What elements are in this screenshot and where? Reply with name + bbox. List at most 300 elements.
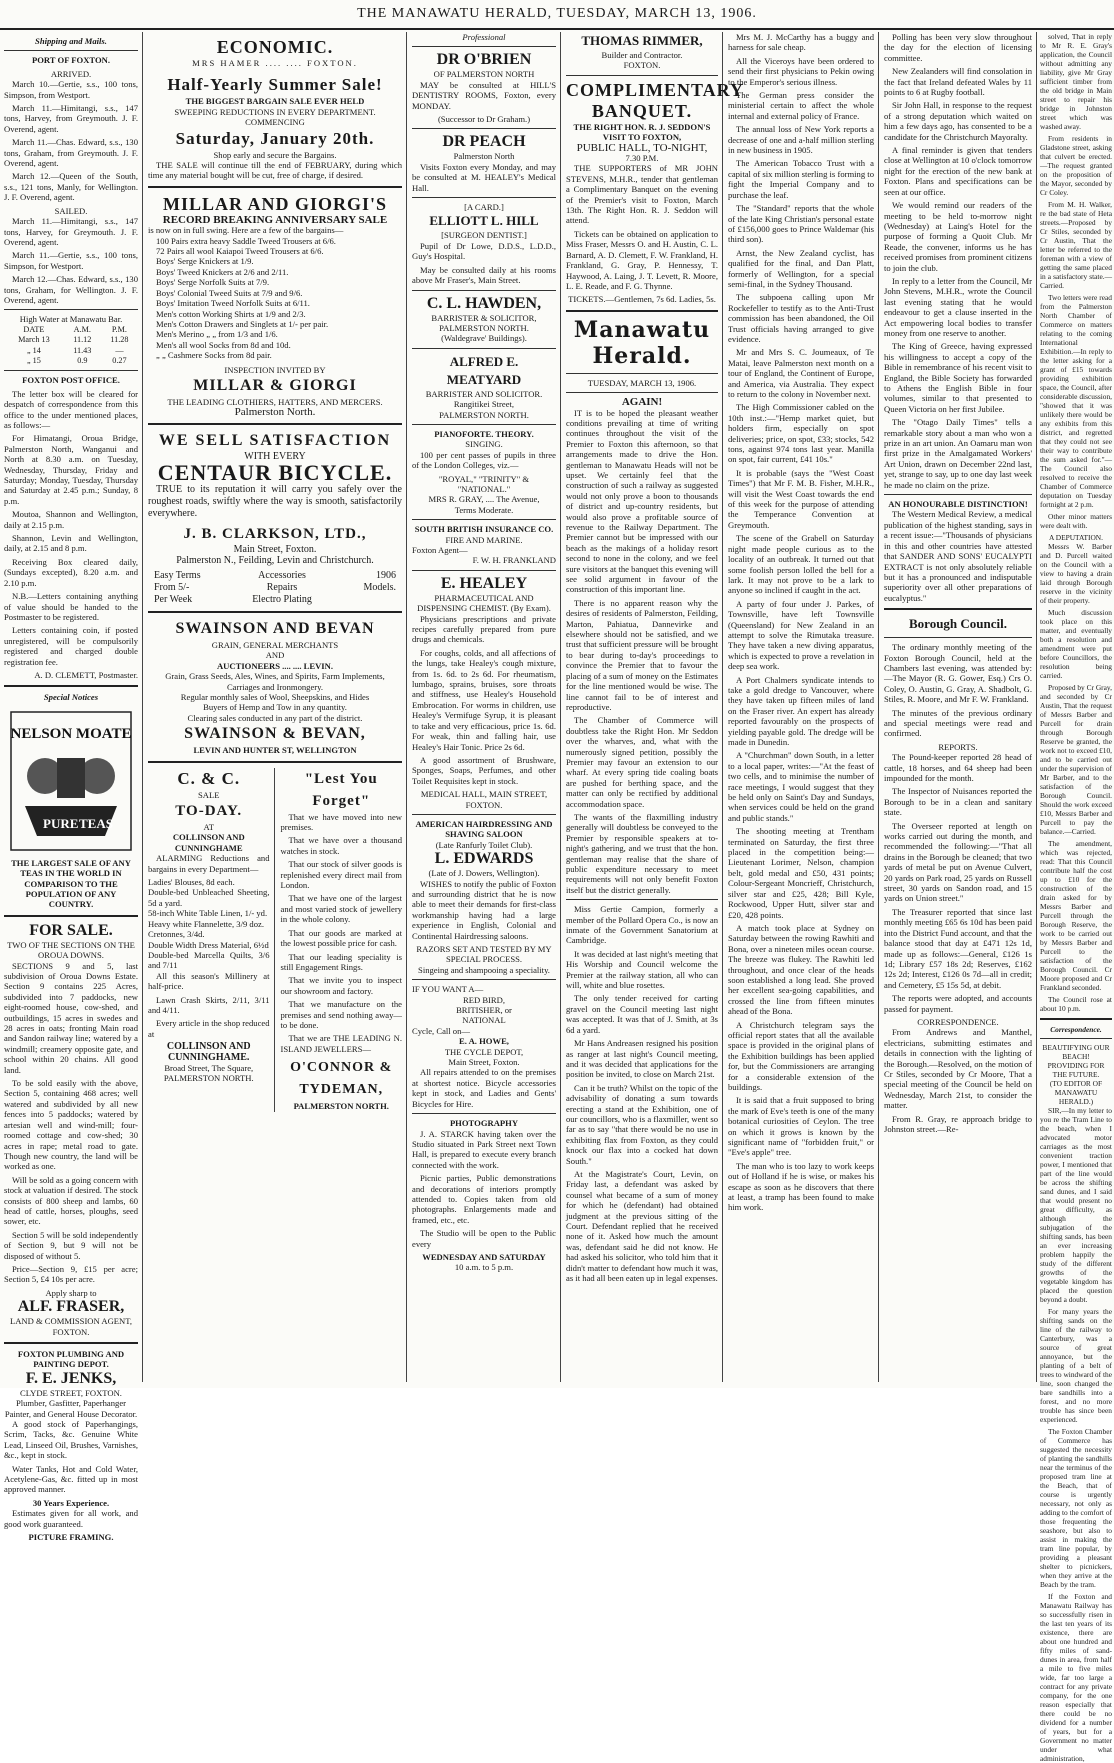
cc-item: PALMERSTON NORTH. <box>163 1073 254 1084</box>
sw-text: Clearing sales conducted in any part of the district. <box>187 712 363 723</box>
council-paragraph: The Inspector of Nuisances reported the Borough to be in a clean and sanitary state. <box>884 786 1032 818</box>
news-paragraph: The American Tobacco Trust with a capital of six million sterling is forming to fight the Imperial Company and to purchase the leaf. <box>728 158 874 200</box>
correspondence-label: CORRESPONDENCE. <box>917 1016 999 1027</box>
news-paragraph: A Port Chalmers syndicate intends to take a gold dredge to Vancouver, where they have taken up fifteen miles of land on the Fraser river. An expert has already reported favourably on the prospects of yielding payable gold. The dredge will be made in Dunedin. <box>728 674 874 747</box>
news-paragraph: Polling has been very slow throughout the day for the election of licensing committee. <box>884 32 1032 63</box>
sw-text: Buyers of Hemp and Tow in any quantity. <box>203 702 347 713</box>
news-paragraph: The annual loss of New York reports a decrease of one and a-half million sterling in new business in 1905. <box>728 124 874 156</box>
american-heading: AMERICAN HAIRDRESSING AND SHAVING SALOON <box>415 818 553 840</box>
cc-item: ALARMING Reductions and bargains in every Department— <box>148 853 270 874</box>
edwards-text: (Late of J. Dowers, Wellington). <box>428 868 540 879</box>
photo-heading: PHOTOGRAPHY <box>449 1118 519 1129</box>
lest-item: That our stock of silver goods is replenished every direct mail from London. <box>280 859 402 891</box>
arrived-label: ARRIVED. <box>50 68 92 79</box>
column-rule <box>142 32 143 1382</box>
leader-paragraph: The Chamber of Commerce will doubtless take the Right Hon. Mr Seddon over the wharves, and, what with the numerously signed petition, possibly the Premier may favour an extension to our wharf. At every spring tide coaling boats are pushed for berthing space, and the matter can only be rectified by additional accommodation space. <box>566 715 718 809</box>
beach-heading: BEAUTIFYING OUR BEACH! <box>1042 1043 1110 1061</box>
bargain-item: Boys' Imitation Tweed Norfolk Suits at 6/11. <box>156 298 310 309</box>
bottom-ads <box>148 768 402 1112</box>
obrien-text: (Successor to Dr Graham.) <box>437 114 531 125</box>
letter-paragraph: SIR,—In my letter to you re the Tram Line to the beach, when I advocated motor carriages as the most convenient traction power, I mentioned that part of the line would be across the shifting sand dunes, and I said that would present no great difficulty, as although the subjugation of the shifting sands, has been an ever increasing problem happily the study of the different growths of the vegetable kingdom has placed the question beyond a doubt. <box>1040 1106 1112 1304</box>
rimmer-text: Builder and Contractor. <box>601 50 683 60</box>
arrival-entry: March 10.—Gertie, s.s., 100 tons, Simpson, from Westport. <box>4 79 138 100</box>
for-sale-heading: FOR SALE. <box>29 921 113 939</box>
column-rule <box>722 32 723 1382</box>
tide-cell: „ 15 <box>26 355 41 365</box>
providing-heading: PROVIDING FOR THE FUTURE. <box>1047 1061 1105 1079</box>
sw-and: AND <box>265 650 285 661</box>
column-1 <box>4 32 138 1543</box>
hawden-text: (Waldegrave' Buildings). <box>441 333 527 344</box>
news-paragraph: It was decided at last night's meeting that His Worship and Council welcome the Premier at the railway station, all who can will, white and blue rosettes. <box>566 948 718 991</box>
cc-item: 58-inch White Table Linen, 1/- yd. <box>148 908 268 919</box>
hawden-text: PALMERSTON NORTH. <box>439 322 529 333</box>
edwards-text: RAZORS SET AND TESTED BY MY SPECIAL PROCESS. <box>416 944 552 965</box>
letter-paragraph: For many years the shifting sands on the line of the railway to Canterbury, was a source of great annoyance, but the planting of a belt of trees to windward of the line, soon changed the bare sandhills into a forest, and no more trouble has since been experienced. <box>1040 1307 1112 1424</box>
cc-item: Double-bed Unbleached Sheeting, 5d a yard. <box>148 887 270 908</box>
council-paragraph: From R. Gray, re approach bridge to Johnston street.—Re- <box>884 1113 1032 1134</box>
bargain-item: Boys' Colonial Tweed Suits at 7/9 and 9/6. <box>156 287 303 298</box>
want-text: BRITISHER, or <box>456 1005 512 1016</box>
banquet-text: THE SUPPORTERS of MR JOHN STEVENS, M.H.R., tender that gentleman a Complimentary Banquet on the evening of the Premier's visit to Foxton, March 13th. The Right Hon. R. J. Seddon will attend. <box>566 163 718 226</box>
piano-heading: PIANOFORTE. THEORY. <box>434 428 534 439</box>
tide-col-header: P.M. <box>111 324 127 334</box>
column-6 <box>884 32 1032 1384</box>
reports-label: REPORTS. <box>938 741 978 752</box>
picture-framing: PICTURE FRAMING. <box>28 1532 114 1543</box>
auctioneers: AUCTIONEERS .... .... LEVIN. <box>216 660 334 671</box>
council-heading: Borough Council. <box>908 616 1007 632</box>
photo-text: J. A. STARCK having taken over the Studio situated in Park Street next Town Hall, is prepared to execute every branch connected with the work. <box>412 1128 556 1170</box>
cc-item: Cretonnes, 3/4d. <box>148 929 205 940</box>
terms-text: 1906 <box>375 569 396 581</box>
time-line: 7.30 P.M. <box>625 153 659 164</box>
arrival-entry: March 12.—Queen of the South, s.s., 121 tons, Manly, for Wellington. J. F. Overend, agent. <box>4 171 138 203</box>
arrival-entry: March 11.—Himitangi, s.s., 147 tons, Harvey, from Greymouth. J. F. Overend, agent. <box>4 103 138 134</box>
jenks-text: Estimates given for all work, and good work guaranteed. <box>4 1508 138 1529</box>
howe-text: Main Street, Foxton. <box>448 1057 520 1068</box>
sbi-text: F. W. H. FRANKLAND <box>472 555 556 566</box>
economic-heading: ECONOMIC. <box>216 37 334 57</box>
peach-name: DR PEACH <box>442 133 526 151</box>
news-paragraph: A final reminder is given that tenders close at Wellington at 10 o'clock tomorrow night for the erection of the new bank at Foxton. Plans and specifications can be seen at our office. <box>884 145 1032 197</box>
leader-heading: AGAIN! <box>621 396 663 409</box>
want-text: NATIONAL <box>462 1015 506 1026</box>
inspection: INSPECTION INVITED BY <box>224 364 326 375</box>
news-paragraph: The scene of the Grabell on Saturday night made people curious as to the locality of an outbreak. It turned out that some foolish person lolled the bell for a lark. It may not prove to be a lark to anyone so inclined if caught in the act. <box>728 533 874 596</box>
lest-item: That our leading speciality is still Engagement Rings. <box>280 951 402 972</box>
news-paragraph: Mrs M. J. McCarthy has a buggy and harness for sale cheap. <box>728 32 874 53</box>
post-notice: For Himatangi, Oroua Bridge, Palmerston North, Wanganui and North at 8.30 a.m. on Tuesday, Wednesday, Thursday, Friday and Saturday; Monday, Tuesday, Thursday and Saturday at 2.45 p.m.; Sunday, 8 p.m. <box>4 433 138 506</box>
photo-text: The Studio will be open to the Public every <box>412 1228 556 1249</box>
oconnor-place: PALMERSTON NORTH. <box>293 1101 389 1112</box>
alf-fraser-name: ALF. FRASER, <box>17 1298 125 1316</box>
honour-heading: AN HONOURABLE DISTINCTION! <box>888 499 1028 510</box>
healey-text: PHARMACEUTICAL AND DISPENSING CHEMIST. (By Exam). <box>417 592 551 614</box>
deputation-label: A DEPUTATION. <box>1048 533 1103 542</box>
cc-item: Every article in the shop reduced at <box>148 1018 270 1039</box>
sbi-text: FIRE AND MARINE. <box>445 534 523 545</box>
logo-title: NELSON MOATE <box>10 725 132 742</box>
want-text: Cycle, Call on— <box>412 1025 470 1036</box>
post-notice: Letters containing coin, if posted unregistered, will be compulsorily registered and charged double registration fee. <box>4 625 138 667</box>
sbi-heading: SOUTH BRITISH INSURANCE CO. <box>414 524 554 535</box>
saturday-date: Saturday, January 20th. <box>175 128 375 148</box>
meatyard-text: PALMERSTON NORTH. <box>439 409 529 420</box>
bargain-item: Boys' Tweed Knickers at 2/6 and 2/11. <box>156 266 289 277</box>
council-paragraph: The reports were adopted, and accounts passed for payment. <box>884 993 1032 1014</box>
swainson-heading: SWAINSON AND BEVAN <box>175 619 375 637</box>
post-notice: N.B.—Letters containing anything of value should be handed to the Postmaster to be registered. <box>4 591 138 622</box>
bargain-item: 72 Pairs all wool Kaiapoi Tweed Trousers at 6/6. <box>156 246 324 257</box>
column-4 <box>566 32 745 1384</box>
for-sale-text: To be sold easily with the above, Section 5, containing 468 acres; well watered and subdivided by all new fences into 5 paddocks; watered by artesian well and wind-mill; four-roomed cottage and cow-shed; 30 acres in rape; metal road to gate. Though new country, the land will be worked as one. <box>4 1078 138 1172</box>
banquet-text: Tickets can be obtained on application to Miss Fraser, Messrs O. and H. Austin, C. L. Barnard, A. D. Clemett, F. W. Frankland, H. Frankland, G. Gray, P. Hennessy, T. Haywood, A. Laing, J. T. Levett, R. Moore, L. E. Reade, and F. G. Thynne. <box>566 228 718 291</box>
column-rule <box>560 32 561 1382</box>
column-3 <box>412 32 556 1384</box>
council-paragraph: The amendment, which was rejected, read: That this Council contribute half the cost up to £10 for the construction of the drain asked for by Messrs Barber and Purcell through the Borough Reserve, the work to be carried out by Messrs Barber and Purcell to the satisfaction of the Borough Council. Cr Moore proposed and Cr Frankland seconded. <box>1040 839 1112 992</box>
obrien-text: OF PALMERSTON NORTH <box>433 69 535 80</box>
lest-item: That we have one of the largest and most varied stock of jewellery in the whole colony. <box>280 893 402 925</box>
council-paragraph: Proposed by Cr Gray, and seconded by Cr Austin, That the request of Messrs Barber and Purcell for drain through Borough Reserve be granted, the work not to exceed £10, and to be carried out under the supervision of Mr Barber, and to the satisfaction of the Borough Council. Should the work exceed £10, Messrs Barber and Purcell to pay the balance.—Carried. <box>1040 683 1112 836</box>
cc-item: COLLINSON AND CUNNINGHAME. <box>166 1041 251 1063</box>
photo-text: Picnic parties, Public demonstrations and decorations of interiors promptly attended to. Copies taken from old photographs. Enlargements made and framed, etc., etc. <box>412 1173 556 1225</box>
logo-teas: TEAS <box>79 815 113 831</box>
tide-cell: 11.43 <box>73 345 92 355</box>
council-paragraph: The Pound-keeper reported 28 head of cattle, 18 horses, and 64 sheep had been impounded for the month. <box>884 752 1032 783</box>
apply-label: Apply sharp to <box>45 1287 97 1298</box>
bargain-item: „ „ Cashmere Socks from 8d pair. <box>156 350 272 361</box>
herald-title: Manawatu Herald. <box>573 316 711 369</box>
want-text: RED BIRD, <box>462 994 506 1005</box>
sw-text: Grain, Grass Seeds, Ales, Wines, and Spirits, Farm Implements, Carriages and Ironmongery. <box>165 671 385 692</box>
tide-cell: 11.28 <box>110 335 129 345</box>
sbi-text: Foxton Agent— <box>412 545 468 555</box>
council-paragraph: The Council rose at about 10 p.m. <box>1040 995 1112 1013</box>
cc-item: Ladies' Blouses, 8d each. <box>148 877 235 888</box>
for-sale-text: Price—Section 9, £15 per acre; Section 5, £4 10s per acre. <box>4 1263 138 1285</box>
tide-col-header: DATE <box>23 324 45 334</box>
news-paragraph: The shooting meeting at Trentham terminated on Saturday, the first three placed in the competition being:—Lieutenant Lorimer, Nelson, champion belt, gold medal and £50, 431 points; Colour-Sergeant Moncrieff, Christchurch, silver star and £25, 428; Bill Kyle, Rockwood, Upper Hutt, silver star and £20, 428 points. <box>728 826 874 920</box>
card-label: [A CARD.] <box>464 202 504 213</box>
professional-heading: Professional <box>462 32 506 42</box>
sailed-label: SAILED. <box>54 205 88 216</box>
tide-cell: „ 14 <box>26 345 41 355</box>
sw-sub: GRAIN, GENERAL MERCHANTS <box>211 639 339 650</box>
clarkson-terms <box>154 570 396 606</box>
piano-text: 100 per cent passes of pupils in three of the London Colleges, viz.— <box>412 449 556 471</box>
bargain-item: Boys' Serge Knickers at 1/9. <box>156 256 254 267</box>
mg-sub: THE LEADING CLOTHIERS, HATTERS, AND MERCERS. <box>167 396 383 407</box>
full-swing: is now on in full swing. Here are a few of the bargains— <box>148 225 344 236</box>
for-sale-text: SECTIONS 9 and 5, last subdivision of Oroua Downs Estate. Section 9 contains 225 Acres, subdivided into 7 paddocks, new eight-roomed house, cow-shed, and outbuildings, 15 acres in swedes and 28 acres in oats; fronting Main road and Sandon railway line; watered by a windmill; creamery opposite gate, and school within 20 chains. All good land. <box>4 960 138 1075</box>
tide-cell: 0.27 <box>112 355 127 365</box>
column-rule <box>406 32 407 1382</box>
peach-text: Visits Foxton every Monday, and may be consulted at M. HEALEY's Medical Hall. <box>412 161 556 193</box>
piano-text: "ROYAL," "TRINITY" & "NATIONAL." <box>438 473 530 494</box>
bargain-item: Men's cotton Working Shirts at 1/9 and 2/3. <box>156 308 306 319</box>
american-text: (Late Ranfurly Toilet Club). <box>435 839 533 850</box>
news-paragraph: The King of Greece, having expressed his willingness to accept a copy of the Bible in remembrance of his recent visit to England, the Bible Society has forwarded to Athens the English Bible in four volumes, similar to that presented to Queen Victoria on her first Jubilee. <box>884 341 1032 414</box>
correspondence-heading: Correspondence. <box>1050 1025 1102 1034</box>
cc-item: Double Width Dress Material, 6½d <box>148 939 269 950</box>
howe-name: E. A. HOWE, <box>459 1036 509 1047</box>
news-paragraph: The subpoena calling upon Mr Rockefeller to testify as to the Anti-Trust commission has been abandoned, the Oil Trust officials having arranged to give evidence. <box>728 292 874 344</box>
hawden-text: BARRISTER & SOLICITOR, <box>431 312 537 323</box>
satisfaction: WE SELL SATISFACTION <box>158 431 392 449</box>
council-paragraph: From residents in Gladstone street, asking that culvert be erected.—The request granted on the proposition of the Mayor, seconded by Cr Coley. <box>1040 134 1112 197</box>
banquet-price: TICKETS.—Gentlemen, 7s 6d. Ladies, 5s. <box>568 294 716 305</box>
jenks-trade: Plumber, Gasfitter, Paperhanger Painter, and General House Decorator. <box>4 1398 138 1419</box>
herald-date: TUESDAY, MARCH 13, 1906. <box>587 377 697 388</box>
tea-slogan: THE LARGEST SALE OF ANY TEAS IN THE WORLD IN COMPARISON TO THE POPULATION OF ANY COUNTRY. <box>11 857 131 910</box>
hall-line: PUBLIC HALL, TO-NIGHT, <box>576 141 708 154</box>
column-rule <box>878 32 879 1382</box>
mg-name: MILLAR & GIORGI <box>193 376 357 394</box>
with-every: WITH EVERY <box>244 450 306 462</box>
news-paragraph: A Christchurch telegram says the official report states that all the available space is provided in the original plans of the Exhibition buildings has been applied for, but the Commissioners are arranging for a considerable extension of the buildings. <box>728 1019 874 1092</box>
news-paragraph: We would remind our readers of the meeting to be held to-morrow night (Wednesday) at Laing's Hotel for the purpose of forming a Quoit Club. Mr Reade, the convener, informs us he has received promises from prominent citizens to join the club. <box>884 200 1032 273</box>
cc-item: Double-bed Marcella Quilts, 3/6 and 7/11 <box>148 949 270 971</box>
column-2 <box>148 32 402 1384</box>
lest-item: That we have moved into new premises. <box>280 811 402 833</box>
sale-note: THE SALE will continue till the end of FEBRUARY, during which time any material bought will be cut, free of charge, if desired. <box>148 160 402 181</box>
postmaster-signature: A. D. CLEMETT, Postmaster. <box>34 669 138 680</box>
sailing-entry: March 12.—Chas. Edward, s.s., 130 tons, Graham, for Wellington. J. F. Overend, agent. <box>4 274 138 305</box>
news-paragraph: A "Churchman" down South, in a letter to a local paper, writes:—"At the feast of two cells, and to minimise the number of race meetings, I would suggest that they be held only on Saint's Day and Sundays, when services could be held on the grand and public stands." <box>728 750 874 823</box>
tide-cell: March 13 <box>18 335 50 345</box>
obrien-text: MAY be consulted at HILL'S DENTISTRY ROOMS, Foxton, every MONDAY. <box>412 79 556 111</box>
commencing: COMMENCING <box>245 117 305 128</box>
terms-text: Models. <box>363 581 396 593</box>
cc-today: TO-DAY. <box>175 803 243 820</box>
news-paragraph: The High Commissioner cabled on the 10th inst.:—"Hemp market quiet, but holders firm, especially on spot deliveries; price, on spot, £33; stocks, 542 tons, against 974 tons last year. Manilla on spot, fair current, £41 10s." <box>728 402 874 465</box>
edwards-text: Singeing and shampooing a speciality. <box>418 964 550 975</box>
council-paragraph: The Overseer reported at length on works carried out during the month, and recommended the following:—"That all drains in the Borough be cleaned; that two yards of metal be put on Avenue Culvert, 20 yards on Park road, 25 yards on Russell street, 30 yards on Sandon road, and 15 yards on Union street." <box>884 820 1032 904</box>
hill-text: [SURGEON DENTIST.] <box>441 230 527 241</box>
news-paragraph: The German press consider the ministerial certain to affect the whole internal and external policy of France. <box>728 90 874 121</box>
news-paragraph: Arnst, the New Zealand cyclist, has qualified for the final, and Dan Platt, formerly of Wellington, for a special semi-final, in the Sydney Thousand. <box>728 247 874 289</box>
council-paragraph: The ordinary monthly meeting of the Foxton Borough Council, held at the Chambers last evening, was attended by:—The Mayor (R. G. Gower, Esq.) Crs O. Coley, O. Austin, G. Gray, A. Shadbolt, G. Stiles, R. Moore, and Mr F. W. Frankland. <box>884 642 1032 705</box>
news-paragraph: New Zealanders will find consolation in the fact that Ireland defeated Wales by 11 points to 6 at Rugby football. <box>884 66 1032 98</box>
lest-item: That we invite you to inspect our showroom and factory. <box>280 975 402 996</box>
healey-text: A good assortment of Brushware, Sponges, Soaps, Perfumes, and other Toilet Requisites kept in stock. <box>412 754 556 786</box>
lest-item: That we manufacture on the premises and send nothing away—to be done. <box>280 999 402 1030</box>
obrien-name: DR O'BRIEN <box>436 51 532 69</box>
howe-text: All repairs attended to on the premises at shortest notice. Bicycle accessories kept in stock, and Ladies and Gents' Bicycles for Hire. <box>412 1067 556 1109</box>
alf-fraser-title: LAND & COMMISSION AGENT, FOXTON. <box>9 1316 133 1337</box>
post-notice: Shannon, Levin and Wellington, daily, at 2.15 and 8 p.m. <box>4 533 138 554</box>
piano-text: Terms Moderate. <box>454 504 514 515</box>
lest-heading: "Lest You Forget" <box>304 770 378 809</box>
plumbing-heading: FOXTON PLUMBING AND PAINTING DEPOT. <box>17 1349 125 1370</box>
cc-sale: SALE <box>198 789 220 800</box>
post-notice: The letter box will be cleared for despatch of correspondence from this office to the under mentioned places, as follows:— <box>4 388 138 430</box>
seddon-line: THE RIGHT HON. R. J. SEDDON'S VISIT TO FOXTON, <box>573 121 711 143</box>
sailing-entry: March 11.—Himitangi, s.s., 147 tons, Harvey, for Greymouth. J. F. Overend, agent. <box>4 216 138 247</box>
masthead-title: THE MANAWATU HERALD, TUESDAY, MARCH 13, 1906. <box>357 6 757 21</box>
bargain-item: 100 Pairs extra heavy Saddle Tweed Trousers at 6/6. <box>156 235 336 246</box>
singing: SINGING. <box>465 439 503 450</box>
clarkson-street: Main Street, Foxton. <box>233 544 317 556</box>
special-notices-heading: Special Notices <box>43 692 99 703</box>
tide-cell: 11.12 <box>73 335 92 345</box>
hill-text: Pupil of Dr Lowe, D.D.S., L.D.D., Guy's Hospital. <box>412 240 556 262</box>
bargain-item: Men's Cotton Drawers and Singlets at 1/- per pair. <box>156 318 329 329</box>
post-notice: Moutoa, Shannon and Wellington, daily at 2.15 p.m. <box>4 509 138 530</box>
hill-name: ELLIOTT L. HILL <box>429 213 539 229</box>
terms-text: From 5/- <box>154 581 190 593</box>
tide-cell: — <box>115 345 124 355</box>
tide-cell: 0.9 <box>77 355 88 365</box>
howe-text: THE CYCLE DEPOT, <box>444 1046 524 1057</box>
half-yearly-sale: Half-Yearly Summer Sale! <box>167 75 383 95</box>
terms-text: Electro Plating <box>252 593 312 605</box>
letter-paragraph: If the Foxton and Manawatu Railway has so successfully risen in the last ten years of its existence, there are about one hundred and fifty miles of sand-dunes in area, from half a mile to five miles wide, far too large a contract for any private company, for the one reason especially that there could be no dividend for a number of years, but for a Government no matter under what administration, <box>1040 1592 1112 1763</box>
news-paragraph: Mr and Mrs S. C. Joumeaux, of Te Matai, leave Palmerston next month on a tour of England, the Continent of Europe, and America, via Australia. They expect to return to the colony in November next. <box>728 347 874 399</box>
hill-text: May be consulted daily at his rooms above Mr Fraser's, Main Street. <box>412 264 556 286</box>
honour-text: The Western Medical Review, a medical publication of the highest standing, says in a recent issue:—"Thousands of physicians in this and other countries have attested that SANDER AND SONS' EUCALYPTI EXTRACT is not only absolutely reliable but it has a pronounced and indisputable superiority over all other preparations of eucalyptus." <box>884 509 1032 603</box>
column-7 <box>1040 32 1112 1763</box>
lest-ad <box>281 768 403 1112</box>
cc-ad <box>148 768 275 1112</box>
jenks-name: F. E. JENKS, <box>25 1369 117 1387</box>
centaur: CENTAUR BICYCLE. <box>157 460 393 486</box>
council-paragraph: The minutes of the previous ordinary and special meetings were read and confirmed. <box>884 707 1032 739</box>
cc-item: Broad Street, The Square, <box>164 1062 254 1073</box>
rimmer-name: THOMAS RIMMER, <box>581 33 703 48</box>
bargain-item: Men's all wool Socks from 8d and 10d. <box>156 339 291 350</box>
cc-item: Lawn Crash Skirts, 2/11, 3/11 and 4/11. <box>148 994 270 1015</box>
healey-name: E. HEALEY <box>440 574 528 592</box>
news-paragraph: It is probable (says the "West Coast Times") that Mr F. M. B. Fisher, M.H.R., will visit the West Coast towards the end of this week for the purpose of attending the Temperance Convention at Greymouth. <box>728 467 874 530</box>
for-sale-text: Section 5 will be sold independently of Section 9, but 9 will not be disposed of without 5. <box>4 1229 138 1261</box>
lest-item: That we are THE LEADING N. ISLAND JEWELLERS— <box>280 1033 402 1054</box>
lest-item: That our goods are marked at the lowest possible price for cash. <box>280 927 402 949</box>
news-paragraph: Mr Hans Andreasen resigned his position as ranger at last night's Council meeting, and it was decided that applications for the position be invited, to close on March 21st. <box>566 1038 718 1080</box>
council-paragraph: Two letters were read from the Palmerston North Chamber of Commerce on matters relating to the coming International Exhibition.—In reply to the letter asking for a grant of £15 towards providing exhibition space, the Council, after considerable discussion, "showed that it was unlikely there would be any exhibits from this district, and regretted that they could not see their way to contribute the sum asked for."—The Council also resolved to receive the Chamber of Commerce deputation on Tuesday fortnight at 2 p.m. <box>1040 293 1112 509</box>
jenks-text: A good stock of Paperhangings, Scrim, Tacks, &c. Genuine White Lead, Linseed Oil, Brushes, Varnishes, &c., kept in stock. <box>4 1419 138 1461</box>
leader-paragraph: There is no apparent reason why the desires of residents of Palmerston, Feilding, Marton, Pahiatua, Dannevirke and elsewhere should not be satisfied, and we trust that sufficient pressure will be brought to bear during to-day's proceedings to convince the Premier that to favour the placing of a sum of money on the Estimates for the line mentioned would be wise. The line cannot fail to be of interest and reproductive. <box>566 597 718 712</box>
clarkson: J. B. CLARKSON, LTD., <box>183 526 367 543</box>
banquet-heading: COMPLIMENTARY BANQUET. <box>566 79 745 121</box>
rimmer-text: FOXTON. <box>623 60 661 71</box>
council-paragraph: Much discussion took place on this matter, and eventually both a resolution and amendment were put before Councillors, the resolution being carried. <box>1040 608 1112 680</box>
meatyard-text: Rangitikei Street, <box>453 399 515 410</box>
jenks-experience: 30 Years Experience. <box>32 1497 110 1508</box>
mg-place: Palmerston North. <box>234 406 316 419</box>
news-paragraph: It is said that a fruit supposed to bring the mark of Eve's teeth is one of the many botanical curiosities of Ceylon. The tree on which it grows is known by the significant name of "forbidden fruit," or "Eve's apple" tree. <box>728 1095 874 1158</box>
oconnor-name: O'CONNOR & TYDEMAN, <box>290 1060 393 1098</box>
hawden-name: C. L. HAWDEN, <box>426 294 542 312</box>
leader-paragraph: IT is to be hoped the pleasant weather conditions prevailing at time of writing continues throughout the visit of the Premier to Foxton this afternoon, so that arrangements made to drive the Hon. gentleman to Manawatu Heads will not be upset. We certainly feel that the construction of such a railway as suggested would not only prove a boon to thousands of district and up-country residents, but would also prove a profitable source of revenue to the Railway Department. The Premier cannot but be impressed with our beach as the makings of a holiday resort second to none in the colony, and we feel sure visitors at the banquet this evening will see solid argument in favour of the construction of this important line. <box>566 407 718 595</box>
council-paragraph: From Andrews and Manthel, electricians, submitting estimates and details in connection with the lighting of the Borough.—Resolved, on the motion of Cr Stiles, seconded by Cr Moore, That a special meeting of the Council be held on Wednesday, March 21st, to consider the matter. <box>884 1027 1032 1111</box>
shipping-heading: Shipping and Mails. <box>35 36 107 46</box>
millar-giorgi-heading: MILLAR AND GIORGI'S <box>162 193 388 214</box>
to-editor: (TO EDITOR OF MANAWATU HERALD.) <box>1049 1079 1103 1106</box>
clarkson-places: Palmerston N., Feilding, Levin and Christchurch. <box>176 554 374 566</box>
arrival-entry: March 11.—Chas. Edward, s.s., 130 tons, Graham, from Greymouth. J. F. Overend, agent. <box>4 137 138 169</box>
jenks-text: Water Tanks, Hot and Cold Water, Acetylene-Gas, &c. fitted up in most approved manner. <box>4 1463 138 1495</box>
cc-collinson: COLLINSON AND CUNNINGHAME <box>172 832 245 853</box>
terms-text: Easy Terms <box>154 569 201 581</box>
news-paragraph: Miss Gertie Campion, formerly a member of the Pollard Opera Co., is now an inmate of the Government Sanatorium at Cambridge. <box>566 904 718 946</box>
council-paragraph: From M. H. Walker, re the bad state of Heta streets.—Proposed by Cr Stiles, seconded by Cr Austin, That the letter be referred to the foreman with a view of getting the same placed in a satisfactory state.—Carried. <box>1040 200 1112 290</box>
healey-text: Physicians prescriptions and private recipes carefully prepared from pure drugs and chemicals. <box>412 613 556 645</box>
want-text: IF YOU WANT A— <box>412 984 484 995</box>
cc-item: All this season's Millinery at half-price. <box>148 970 270 992</box>
biggest-bargain: THE BIGGEST BARGAIN SALE EVER HELD <box>185 96 365 107</box>
hamer-line: MRS HAMER .... .... FOXTON. <box>192 58 358 68</box>
sailing-entry: March 11.—Gertie, s.s., 100 tons, Simpson, for Westport. <box>4 250 138 271</box>
bargain-item: Boys' Serge Norfolk Suits at 7/9. <box>156 277 270 288</box>
edwards-text: WISHES to notify the public of Foxton and surrounding district that he is now able to meet their demands for first-class workmanship having had a large experience in English, Colonial and Continental Hairdressing saloons. <box>412 878 556 941</box>
column-rule <box>1036 32 1037 1382</box>
terms-text: Accessories <box>258 569 306 581</box>
meatyard-text: BARRISTER AND SOLICITOR. <box>425 388 543 399</box>
news-paragraph: A match took place at Sydney on Saturday between the rowing Rawhiti and Bona, over a nineteen miles ocean course. The breeze was flukey. The Rawhiti led throughout, and once clear of the heads soon established a long lead. She proved her excellent sea-going capabilities, and crossed the line from fifteen minutes ahead of the Bona. <box>728 922 874 1017</box>
sweeping: SWEEPING REDUCTIONS IN EVERY DEPARTMENT. <box>174 106 376 117</box>
post-notice: Receiving Box cleared daily, (Sundays excepted), 8.20 a.m. and 2.10 p.m. <box>4 556 138 588</box>
cc-at: AT <box>203 822 214 833</box>
council-paragraph: Messrs W. Barber and D. Purcell waited on the Council with a view to having a drain laid through Borough reserve in the vicinity of their property. <box>1040 542 1112 605</box>
port-heading: PORT OF FOXTON. <box>31 55 111 66</box>
terms-text: Per Week <box>154 593 193 605</box>
record-sale: RECORD BREAKING ANNIVERSARY SALE <box>162 213 388 226</box>
news-paragraph: The "Otago Daily Times" tells a remarkable story about a man who won a prize in an art union. An Oamaru man won first prize in the Amalgamated Workers' Art Union, drawn on December 22nd last, yet, strange to say, up to one day last week he made no claim on the prize. <box>884 417 1032 490</box>
news-paragraph: The only tender received for carting gravel on the Council meeting last night was accepted. It was that of J. Smith, at 3s 6d a yard. <box>566 993 718 1035</box>
news-paragraph: The "Standard" reports that the whole of the late King Christian's personal estate of £156,000 goes to Prince Waldemar (his third son). <box>728 203 874 245</box>
news-paragraph: Can it be truth? Whilst on the topic of the advisability of donating a sum towards erecting a stand at the Exhibition, one of our councillors, who is a flaxmiller, went so far as to say "that there would be no use in exhibiting flax from Foxton, as they could knock our flax into a cocked hat down South." <box>566 1082 718 1166</box>
council-paragraph: solved, That in reply to Mr R. E. Gray's application, the Council without admitting any liability, give Mr Gray sufficient timber from the old bridge in Main street to repair his bridge in Johnston street which was washed away. <box>1040 32 1112 131</box>
cc-heading: C. & C. <box>177 768 241 788</box>
council-paragraph: The Treasurer reported that since last monthly meeting £65 6s 10d has been paid into the District Fund account, and that the balance stood that day at £471 12s 1d, made up as follows:—General, £126 1s 1d; Library £57 18s 2d; Reserves, £162 12s 2d; Interest, £126 0s 7d—all in credit; and Cemetery, £5 15s 5d, at debit. <box>884 906 1032 990</box>
sw-addr: LEVIN AND HUNTER ST, WELLINGTON <box>193 745 357 756</box>
tide-col-header: A.M. <box>73 324 91 334</box>
letter-paragraph: The Foxton Chamber of Commerce has suggested the necessity of planting the sandhills near the terminus of the proposed tram line at the Beach, that of course is urgently necessary, not only as adding to the comfort of those frequenting the seashore, but also to assist in making the tram line popular, by providing a pleasant shelter to picnickers, when they arrive at the Beach by the tram. <box>1040 1427 1112 1589</box>
sw-big: SWAINSON & BEVAN, <box>184 725 366 743</box>
news-paragraph: All the Viceroys have been ordered to send their first physicians to Pekin owing to the Emperor's serious illness. <box>728 55 874 87</box>
page-masthead <box>0 2 1114 30</box>
edwards-name: L. EDWARDS <box>434 850 534 868</box>
lest-item: That we have over a thousand watches in stock. <box>280 835 402 856</box>
news-paragraph: In reply to a letter from the Council, Mr John Stevens, M.H.R., wrote the Council last evening stating that he would endeavour to get a clause inserted in the Act empowering local bodies to transfer money from one reserve to another. <box>884 275 1032 338</box>
news-paragraph: A party of four under J. Parkes, of Townsville, have left Townsville (Queensland) for New Zealand in an attempt to solve the Rimutaka treasure. They have taken a new diving apparatus, which is expected to prove a revelation in deep sea work. <box>728 598 874 672</box>
news-paragraph: The man who is too lazy to work keeps out of Holland if he is wise, or makes his escape as soon as he discovers that there at least, a tramp has been found to make him work. <box>728 1160 874 1213</box>
peach-text: Palmerston North <box>453 151 515 162</box>
sw-text: Regular monthly sales of Wool, Sheepskins, and Hides <box>180 692 370 702</box>
column-5 <box>728 32 874 1384</box>
logo-pure: PURE <box>43 815 79 831</box>
bargain-item: Men's Merino „ „ from 1/3 and 1/6. <box>156 329 278 340</box>
photo-text: 10 a.m. to 5 p.m. <box>454 1262 514 1273</box>
for-sale-text: Will be sold as a going concern with stock at valuation if desired. The stock consists of 800 sheep and lambs, 60 head of cattle, horses, ploughs, seed sower, etc. <box>4 1174 138 1227</box>
tide-table <box>4 325 138 367</box>
terms-text: Repairs <box>266 581 298 593</box>
nelson-moate-logo <box>5 706 137 856</box>
news-paragraph: At the Magistrate's Court, Levin, on Friday last, a defendant was asked by counsel what became of a sum of money for which he (defendant) had obtained judgment at the previous sitting of the Court. Defendant replied that he received none of it. Asked how much the amount was, defendant said he did not know. He had asked his solicitor, who told him that it didn't matter to defendant how much it was, as it had all been eaten up in legal expenses. <box>566 1168 718 1284</box>
post-office-heading: FOXTON POST OFFICE. <box>22 375 120 386</box>
for-sale-subheading: TWO OF THE SECTIONS ON THE OROUA DOWNS. <box>7 939 135 961</box>
healey-text: MEDICAL HALL, MAIN STREET, FOXTON. <box>420 789 548 810</box>
meatyard-name: ALFRED E. MEATYARD <box>446 353 522 387</box>
shop-early: Shop early and secure the Bargains. <box>213 149 337 160</box>
centaur-text: TRUE to its reputation it will carry you safely over the roughest roads, swiftly where the way is smooth, satisfactorily everywhere. <box>148 484 402 520</box>
news-paragraph: Sir John Hall, in response to the request of a strong deputation which waited on him a few days ago, has consented to be a candidate for the Christchurch Mayoralty. <box>884 100 1032 142</box>
piano-text: MRS R. GRAY, .... The Avenue, <box>428 494 540 505</box>
council-paragraph: Other minor matters were dealt with. <box>1040 512 1112 530</box>
leader-paragraph: The wants of the flaxmilling industry generally will doubtless be conveyed to the Premier by responsible speakers at to-night's gathering, and we trust that the hon. gentleman may realise that the share of public expenditure necessary to meet requirements will not only benefit Foxton itself but the district generally. <box>566 811 718 895</box>
